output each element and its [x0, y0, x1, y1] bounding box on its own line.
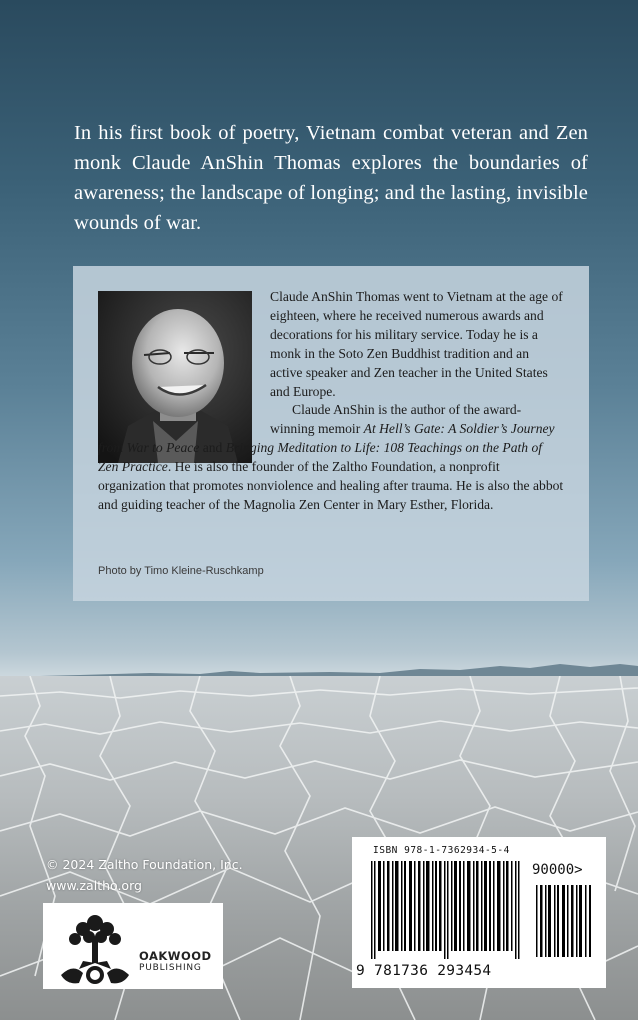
bio-paragraph-1: Claude AnShin Thomas went to Vietnam at the age of eighteen, where he received numerous awards and decorations for his military service. Today he is a monk in the Soto Zen Buddhist tradition and an active speaker and Zen teacher in the United States and Europe.: [270, 289, 563, 399]
ean-digits: 9 781736 293454: [356, 963, 492, 979]
ean-barcode-icon: [369, 861, 529, 959]
copyright-line: © 2024 Zaltho Foundation, Inc.: [46, 857, 243, 872]
oak-tree-logo-icon: [43, 903, 223, 989]
author-bio-panel: [73, 266, 589, 601]
book-title-at-hells-gate: At Hell’s Gate: A Soldier’s Journey from War to Peace: [98, 421, 555, 456]
price-barcode-icon: [536, 885, 594, 957]
price-code: 90000>: [532, 862, 583, 878]
author-bio-text: [98, 288, 564, 515]
publisher-logo-panel: [43, 903, 223, 989]
website-url: www.zaltho.org: [46, 878, 142, 893]
publisher-name-line-1: OAKWOOD: [139, 949, 212, 963]
publisher-wordmark: [139, 950, 212, 974]
isbn-barcode-panel: [352, 837, 606, 988]
book-title-bringing-meditation: Bringing Meditation to Life: 108 Teachings on the Path of Zen Practice: [98, 440, 543, 475]
cover-blurb: In his first book of poetry, Vietnam combat veteran and Zen monk Claude AnShin Thomas explores the boundaries of awareness; the landscape of longing; and the lasting, invisible wounds of war.: [74, 122, 588, 234]
publisher-name-line-2: PUBLISHING: [139, 963, 202, 973]
bio-and: and: [199, 440, 226, 456]
copyright-block: [46, 854, 243, 896]
bio-paragraph-2-start: Claude AnShin is the author of the award-winning memoir: [270, 402, 522, 437]
isbn-label: ISBN 978-1-7362934-5-4: [373, 845, 510, 856]
photo-credit: Photo by Timo Kleine-Ruschkamp: [98, 565, 264, 577]
bio-paragraph-2-end: . He is also the founder of the Zaltho Foundation, a nonprofit organization that promotes nonviolence and healing after trauma. He is also the abbot and guiding teacher of the Magnolia Zen Center in Mary Esther, Florida.: [98, 459, 564, 512]
